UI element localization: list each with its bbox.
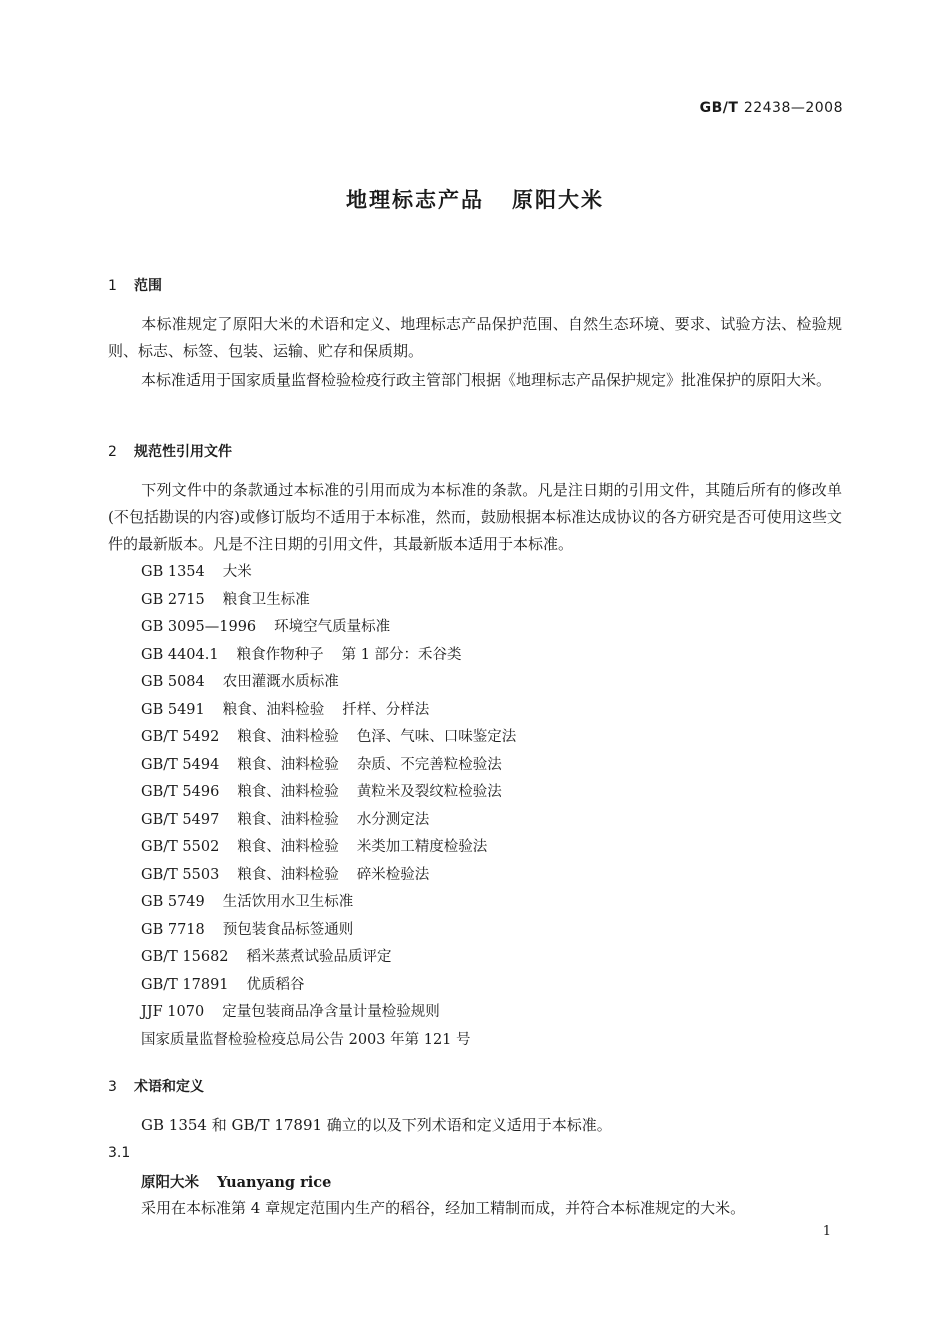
title-part-1: 地理标志产品 bbox=[346, 188, 484, 212]
section-2-paragraph-1-text: 下列文件中的条款通过本标准的引用而成为本标准的条款。凡是注日期的引用文件，其随后所有的修改单(不包括勘误的内容)或修订版均不适用于本标准，然而，鼓励根据本标准达成协议的各方研究是否可使用这些文件的最新版本。凡是不注日期的引用文件，其最新版本适用于本标准。 bbox=[108, 481, 842, 553]
reference-code: GB 5749 bbox=[141, 894, 205, 910]
reference-item bbox=[141, 889, 516, 917]
reference-item bbox=[141, 999, 516, 1027]
reference-code: GB/T 5502 bbox=[141, 839, 220, 855]
reference-item bbox=[141, 587, 516, 615]
reference-subtitle: 水分测定法 bbox=[356, 811, 430, 828]
section-1-paragraph-1 bbox=[108, 311, 842, 365]
reference-item bbox=[141, 944, 516, 972]
reference-item bbox=[141, 697, 516, 725]
section-2-number: 2 bbox=[108, 444, 117, 460]
reference-title: 粮食、油料检验 bbox=[222, 701, 325, 718]
term-english: Yuanyang rice bbox=[217, 1174, 332, 1191]
reference-subtitle: 米类加工精度检验法 bbox=[356, 839, 488, 855]
reference-item bbox=[141, 1027, 516, 1055]
section-3-title: 术语和定义 bbox=[134, 1079, 204, 1095]
section-1-paragraph-2 bbox=[108, 367, 842, 394]
document-title bbox=[0, 184, 950, 214]
reference-title: 大米 bbox=[222, 564, 252, 580]
reference-title: 粮食、油料检验 bbox=[237, 784, 339, 800]
reference-item bbox=[141, 972, 516, 1000]
document-code-prefix: GB/T bbox=[699, 100, 739, 116]
reference-item bbox=[141, 559, 516, 587]
reference-title: 粮食卫生标准 bbox=[222, 591, 310, 608]
term-chinese: 原阳大米 bbox=[141, 1175, 199, 1191]
reference-title: 粮食、油料检验 bbox=[237, 811, 339, 828]
reference-title: 环境空气质量标准 bbox=[274, 619, 391, 635]
section-1-paragraph-2-text: 本标准适用于国家质量监督检验检疫行政主管部门根据《地理标志产品保护规定》批准保护的原阳大米。 bbox=[141, 371, 832, 389]
reference-subtitle: 杂质、不完善粒检验法 bbox=[356, 756, 502, 773]
reference-subtitle: 色泽、气味、口味鉴定法 bbox=[356, 729, 517, 745]
reference-item bbox=[141, 807, 516, 835]
reference-title: 定量包装商品净含量计量检验规则 bbox=[222, 1004, 440, 1020]
reference-code: GB 7718 bbox=[141, 921, 205, 938]
section-3-heading bbox=[108, 1076, 204, 1096]
reference-code: GB 5084 bbox=[141, 674, 205, 690]
reference-title: 粮食、油料检验 bbox=[237, 866, 339, 883]
reference-code: GB/T 5503 bbox=[141, 866, 220, 883]
document-code-number: 22438—2008 bbox=[743, 100, 843, 116]
section-3-number: 3 bbox=[108, 1079, 117, 1095]
reference-title: 粮食、油料检验 bbox=[237, 729, 339, 745]
reference-item bbox=[141, 917, 516, 945]
reference-code: GB/T 5494 bbox=[141, 756, 220, 773]
reference-item bbox=[141, 862, 516, 890]
reference-title: 生活饮用水卫生标准 bbox=[222, 894, 354, 910]
section-2-paragraph-1 bbox=[108, 477, 842, 558]
section-2-heading bbox=[108, 441, 232, 461]
reference-subtitle: 黄粒米及裂纹粒检验法 bbox=[356, 784, 502, 800]
reference-item bbox=[141, 834, 516, 862]
reference-title: 稻米蒸煮试验品质评定 bbox=[246, 949, 392, 965]
page-number: 1 bbox=[822, 1224, 831, 1239]
reference-code: GB/T 15682 bbox=[141, 949, 229, 965]
section-1-number: 1 bbox=[108, 278, 117, 294]
reference-code: GB 4404.1 bbox=[141, 646, 219, 663]
reference-title: 粮食作物种子 bbox=[236, 646, 324, 663]
reference-title: 粮食、油料检验 bbox=[237, 839, 339, 855]
reference-code: GB/T 5492 bbox=[141, 729, 220, 745]
normative-references-list bbox=[141, 559, 516, 1054]
reference-code: GB 2715 bbox=[141, 591, 205, 608]
reference-subtitle: 扦样、分样法 bbox=[342, 701, 430, 718]
reference-subtitle: 第 1 部分：禾谷类 bbox=[341, 646, 462, 663]
reference-title: 粮食、油料检验 bbox=[237, 756, 339, 773]
section-2-title: 规范性引用文件 bbox=[134, 444, 232, 460]
document-code bbox=[700, 100, 843, 116]
reference-title: 国家质量监督检验检疫总局公告 2003 年第 121 号 bbox=[141, 1031, 471, 1048]
section-3-paragraph-1: GB 1354 和 GB/T 17891 确立的以及下列术语和定义适用于本标准。 bbox=[141, 1116, 612, 1134]
reference-subtitle: 碎米检验法 bbox=[356, 866, 430, 883]
reference-item bbox=[141, 779, 516, 807]
reference-item bbox=[141, 614, 516, 642]
reference-item bbox=[141, 724, 516, 752]
section-1-title: 范围 bbox=[134, 278, 162, 294]
reference-title: 优质稻谷 bbox=[246, 976, 305, 993]
reference-title: 农田灌溉水质标准 bbox=[222, 674, 339, 690]
reference-item bbox=[141, 752, 516, 780]
title-part-2: 原阳大米 bbox=[512, 188, 604, 212]
reference-code: GB 5491 bbox=[141, 701, 205, 718]
reference-code: JJF 1070 bbox=[141, 1004, 205, 1020]
reference-item bbox=[141, 669, 516, 697]
term-definition: 采用在本标准第 4 章规定范围内生产的稻谷，经加工精制而成，并符合本标准规定的大米。 bbox=[141, 1199, 746, 1217]
reference-code: GB 1354 bbox=[141, 564, 205, 580]
reference-title: 预包装食品标签通则 bbox=[222, 921, 354, 938]
section-1-paragraph-1-text: 本标准规定了原阳大米的术语和定义、地理标志产品保护范围、自然生态环境、要求、试验方法、检验规则、标志、标签、包装、运输、贮存和保质期。 bbox=[108, 315, 842, 360]
reference-code: GB/T 5496 bbox=[141, 784, 220, 800]
reference-code: GB 3095—1996 bbox=[141, 619, 257, 635]
term-heading bbox=[141, 1171, 331, 1192]
reference-code: GB/T 17891 bbox=[141, 976, 229, 993]
reference-item bbox=[141, 642, 516, 670]
subsection-3-1-number: 3.1 bbox=[108, 1145, 131, 1161]
reference-code: GB/T 5497 bbox=[141, 811, 220, 828]
section-1-heading bbox=[108, 275, 162, 295]
